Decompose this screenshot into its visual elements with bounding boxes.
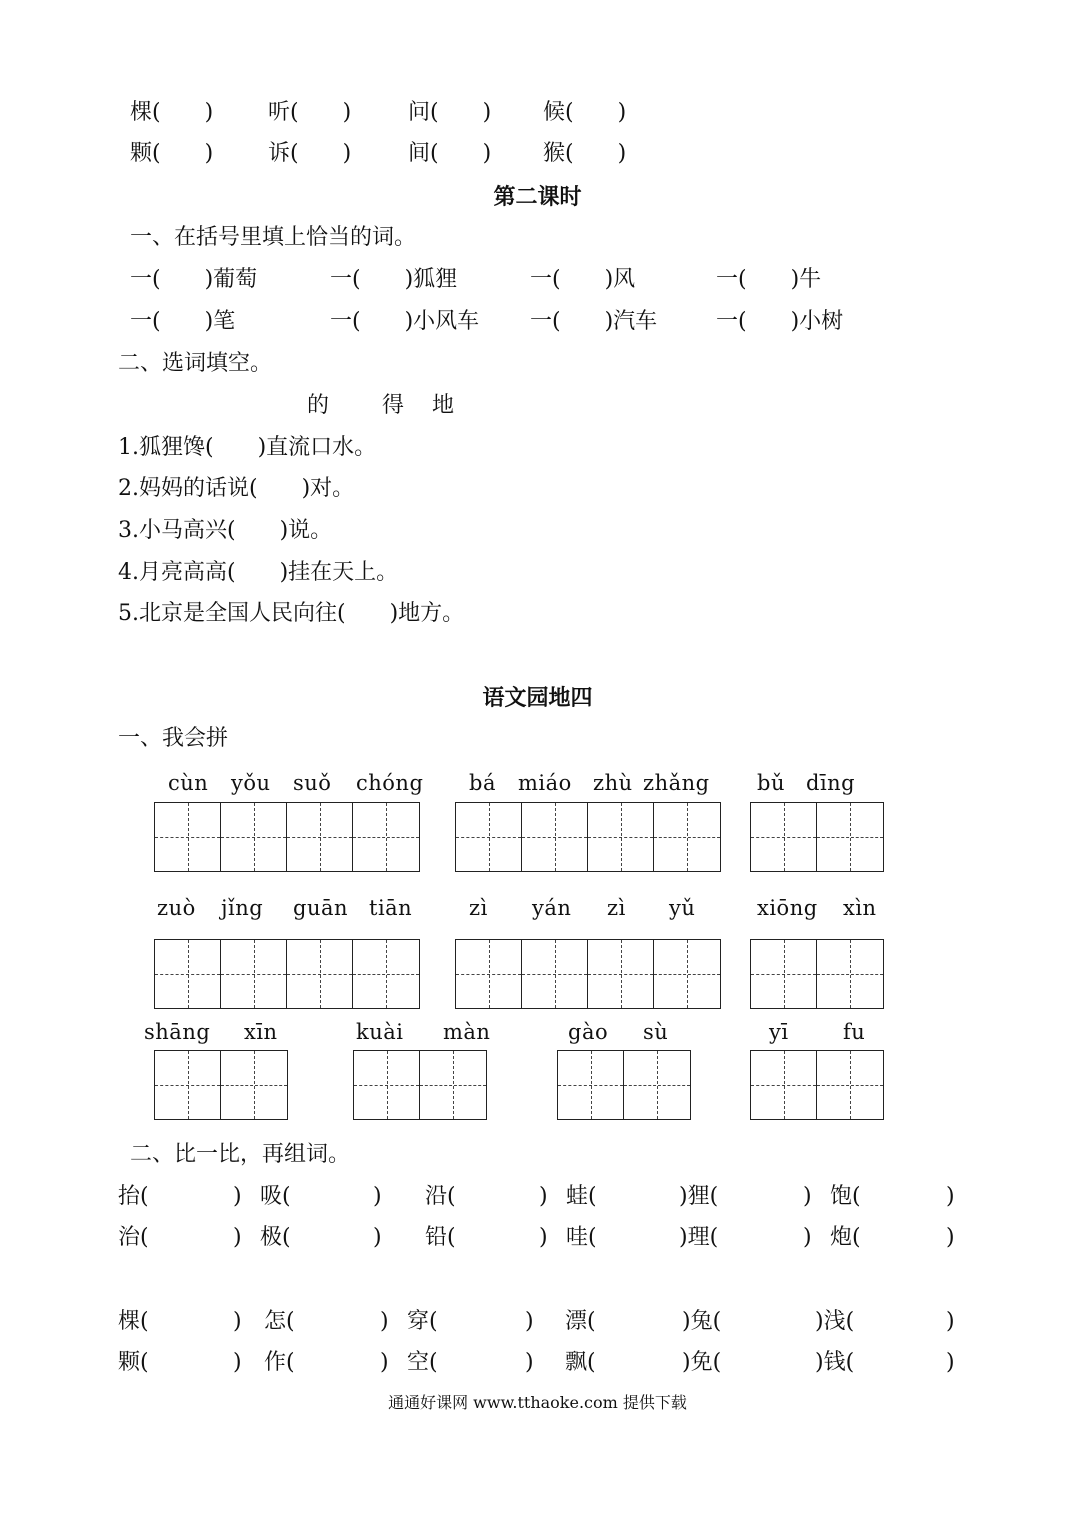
pinyin-label: shāng [144,1020,211,1044]
compare-item: ) [803,1184,812,1209]
compare-item: )钱( [815,1350,855,1375]
writing-cell[interactable] [353,940,419,1008]
pinyin-label: fu [843,1020,866,1044]
fill-item: 一( )小树 [716,309,844,334]
writing-cell[interactable] [155,1051,221,1119]
compare-item: 蛙( [566,1184,597,1209]
word-item: 猴( ) [543,141,627,166]
writing-cell[interactable] [522,803,588,871]
word-option: 得 [382,393,405,418]
fill-item: 一( )风 [530,267,636,292]
pinyin-label: yǒu [231,771,271,795]
question-heading: 一、我会拼 [118,726,229,751]
writing-cell[interactable] [354,1051,420,1119]
pinyin-label: dīng [806,771,856,795]
writing-cell[interactable] [817,803,883,871]
compare-item: 沿( [425,1184,456,1209]
writing-grid [750,1050,884,1120]
writing-cell[interactable] [456,940,522,1008]
compare-item: 铅( [425,1225,456,1250]
compare-item: )兔( [682,1309,722,1334]
writing-cell[interactable] [588,803,654,871]
writing-grid [455,802,721,872]
fill-sentence: 5.北京是全国人民向往( )地方。 [118,601,465,626]
compare-item: ) [233,1350,242,1375]
fill-item: 一( )牛 [716,267,822,292]
fill-item: 一( )笔 [130,309,236,334]
writing-grid [154,802,420,872]
pinyin-label: zì [469,896,488,920]
pinyin-label: zuò [157,896,196,920]
compare-item: ) [525,1309,534,1334]
word-option: 的 [307,393,330,418]
compare-item: ) [380,1350,389,1375]
writing-cell[interactable] [353,803,419,871]
writing-cell[interactable] [522,940,588,1008]
writing-cell[interactable] [751,1051,817,1119]
compare-item: 饱( [830,1184,861,1209]
compare-item: ) [946,1350,955,1375]
pinyin-label: tiān [369,896,413,920]
compare-item: ) [525,1350,534,1375]
writing-cell[interactable] [654,803,720,871]
writing-cell[interactable] [221,940,287,1008]
pinyin-label: guān [293,896,349,920]
compare-item: 穿( [407,1309,438,1334]
writing-grid [557,1050,691,1120]
writing-cell[interactable] [221,803,287,871]
compare-item: 飘( [565,1350,596,1375]
compare-item: ) [373,1184,382,1209]
pinyin-label: xiōng [757,896,818,920]
pinyin-label: zì [607,896,626,920]
fill-sentence: 2.妈妈的话说( )对。 [118,476,355,501]
compare-item: 治( [118,1225,149,1250]
compare-item: 作( [264,1350,295,1375]
pinyin-label: jǐng [221,896,264,920]
writing-grid [750,802,884,872]
pinyin-label: yī [769,1020,789,1044]
fill-sentence: 4.月亮高高( )挂在天上。 [118,560,399,585]
compare-item: ) [539,1184,548,1209]
compare-item: ) [539,1225,548,1250]
pinyin-label: miáo [518,771,572,795]
writing-cell[interactable] [654,940,720,1008]
compare-item: ) [803,1225,812,1250]
word-item: 候( ) [543,100,627,125]
pinyin-label: bǔ [757,771,785,795]
writing-grid [353,1050,487,1120]
compare-item: )狸( [679,1184,719,1209]
writing-cell[interactable] [287,803,353,871]
section-title-garden: 语文园地四 [482,685,593,711]
writing-cell[interactable] [817,940,883,1008]
compare-item: 极( [260,1225,291,1250]
word-item: 间( ) [408,141,492,166]
section-title-lesson2: 第二课时 [493,184,582,210]
compare-item: 空( [407,1350,438,1375]
word-item: 问( ) [408,100,492,125]
writing-cell[interactable] [588,940,654,1008]
pinyin-label: xìn [843,896,877,920]
writing-grid [455,939,721,1009]
writing-cell[interactable] [751,803,817,871]
writing-grid [750,939,884,1009]
compare-item: ) [946,1225,955,1250]
fill-item: 一( )狐狸 [330,267,458,292]
word-item: 颗( ) [130,141,214,166]
pinyin-label: sù [643,1020,669,1044]
writing-cell[interactable] [155,803,221,871]
compare-item: ) [233,1309,242,1334]
compare-item: 吸( [260,1184,291,1209]
writing-cell[interactable] [420,1051,486,1119]
word-item: 听( ) [268,100,352,125]
compare-item: ) [373,1225,382,1250]
writing-cell[interactable] [155,940,221,1008]
pinyin-label: xīn [244,1020,278,1044]
pinyin-label: cùn [168,771,209,795]
pinyin-label: chóng [356,771,424,795]
compare-item: 漂( [565,1309,596,1334]
writing-grid [154,939,420,1009]
compare-item: ) [946,1309,955,1334]
writing-cell[interactable] [287,940,353,1008]
question-heading: 二、比一比，再组词。 [130,1142,351,1167]
fill-sentence: 1.狐狸馋( )直流口水。 [118,435,377,460]
compare-item: ) [946,1184,955,1209]
pinyin-label: màn [443,1020,491,1044]
pinyin-label: gào [568,1020,609,1044]
fill-item: 一( )葡萄 [130,267,258,292]
pinyin-label: yǔ [669,896,696,920]
fill-item: 一( )汽车 [530,309,658,334]
word-item: 诉( ) [268,141,352,166]
compare-item: 抬( [118,1184,149,1209]
pinyin-label: zhù [593,771,633,795]
pinyin-label: kuài [356,1020,404,1044]
footer-source: 通通好课网 www.tthaoke.com 提供下载 [388,1393,687,1412]
pinyin-label: suǒ [293,771,332,795]
pinyin-label: yán [532,896,572,920]
compare-item: 炮( [830,1225,861,1250]
compare-item: 怎( [264,1309,295,1334]
word-item: 棵( ) [130,100,214,125]
compare-item: )浅( [815,1309,855,1334]
writing-cell[interactable] [624,1051,690,1119]
compare-item: ) [233,1225,242,1250]
compare-item: ) [233,1184,242,1209]
writing-cell[interactable] [456,803,522,871]
compare-item: 哇( [566,1225,597,1250]
writing-cell[interactable] [751,940,817,1008]
question-heading: 二、选词填空。 [118,351,273,376]
writing-cell[interactable] [558,1051,624,1119]
compare-item: 棵( [118,1309,149,1334]
compare-item: )免( [682,1350,722,1375]
writing-cell[interactable] [221,1051,287,1119]
pinyin-label: zhǎng [643,771,710,795]
question-heading: 一、在括号里填上恰当的词。 [130,225,417,250]
writing-cell[interactable] [817,1051,883,1119]
compare-item: 颗( [118,1350,149,1375]
compare-item: ) [380,1309,389,1334]
pinyin-label: bá [469,771,496,795]
fill-sentence: 3.小马高兴( )说。 [118,518,333,543]
writing-grid [154,1050,288,1120]
fill-item: 一( )小风车 [330,309,480,334]
compare-item: )理( [679,1225,719,1250]
word-option: 地 [432,393,455,418]
